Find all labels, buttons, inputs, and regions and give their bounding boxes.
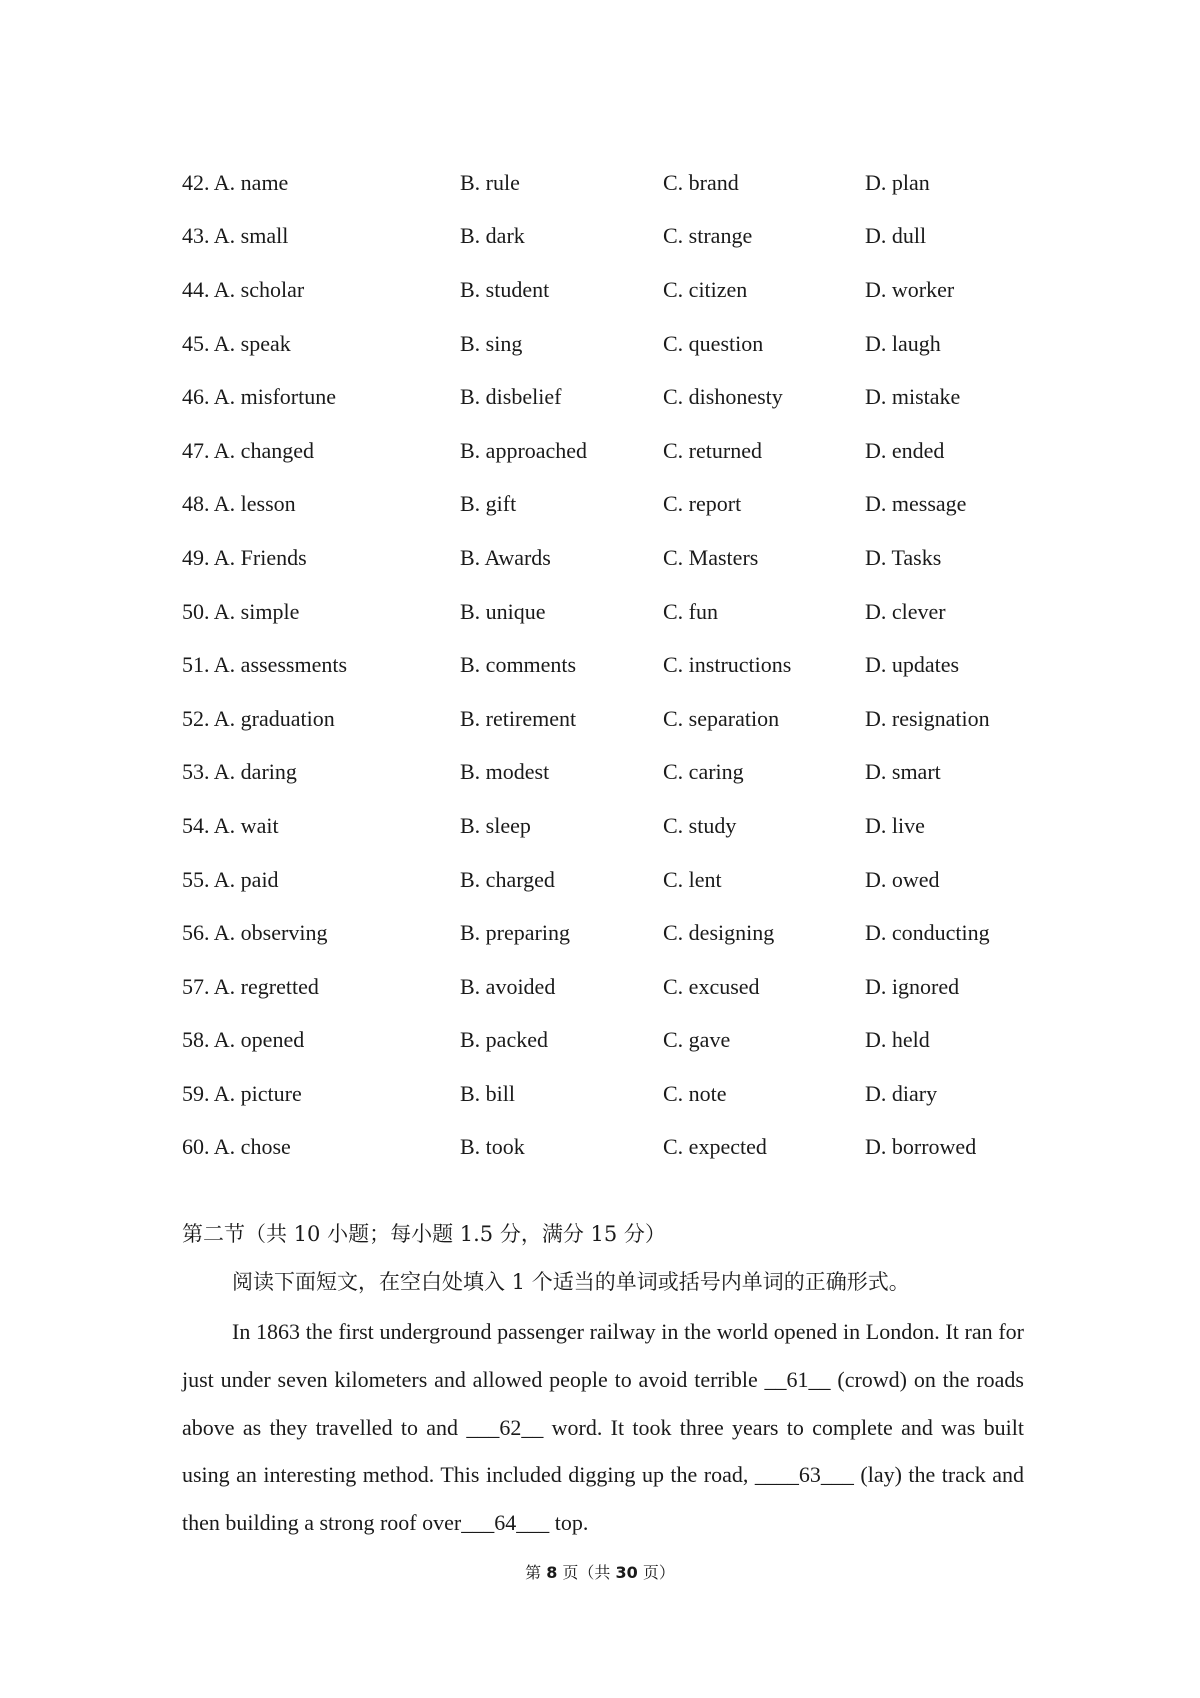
option-a-text: A. paid <box>213 866 279 892</box>
option-b: B. comments <box>460 652 577 678</box>
question-number: 53. <box>182 759 210 785</box>
option-a-text: A. simple <box>213 598 300 624</box>
option-b: B. preparing <box>460 920 570 946</box>
option-c: C. gave <box>663 1027 731 1053</box>
question-number: 49. <box>182 544 210 570</box>
option-c: C. returned <box>663 437 762 463</box>
option-c: C. lent <box>663 866 722 892</box>
option-a <box>182 973 460 999</box>
option-a <box>182 386 460 408</box>
option-a-text: A. name <box>213 169 289 195</box>
option-a <box>182 169 460 195</box>
question-row <box>182 585 1042 639</box>
question-number: 50. <box>182 598 210 624</box>
option-d: D. dull <box>865 223 927 249</box>
option-b: B. Awards <box>460 544 551 570</box>
option-c: C. strange <box>663 223 753 249</box>
option-d: D. mistake <box>865 384 961 410</box>
option-a-text: A. observing <box>213 920 328 946</box>
footer-total-pages: 30 <box>615 1563 638 1582</box>
option-a-text: A. graduation <box>213 705 335 731</box>
option-b: B. took <box>460 1134 525 1160</box>
option-b: B. approached <box>460 437 588 463</box>
question-row <box>182 692 1042 746</box>
option-b: B. rule <box>460 169 520 195</box>
option-c: C. caring <box>663 759 744 785</box>
option-a <box>182 598 460 624</box>
question-row <box>182 424 1042 478</box>
question-number: 45. <box>182 330 210 356</box>
option-b: B. student <box>460 276 550 302</box>
option-a <box>182 493 460 515</box>
question-number: 42. <box>182 169 210 195</box>
option-c: C. fun <box>663 598 718 624</box>
option-a <box>182 654 460 676</box>
footer-page-number: 8 <box>546 1563 558 1582</box>
footer-prefix: 第 <box>525 1563 547 1582</box>
option-b: B. disbelief <box>460 384 562 410</box>
question-row <box>182 960 1042 1014</box>
question-number: 44. <box>182 276 210 302</box>
question-number: 59. <box>182 1080 210 1106</box>
page-footer <box>0 1560 1200 1583</box>
question-number: 47. <box>182 437 210 463</box>
option-a-text: A. Friends <box>213 544 307 570</box>
option-b: B. bill <box>460 1080 516 1106</box>
question-number: 43. <box>182 223 210 249</box>
question-number: 57. <box>182 973 210 999</box>
option-d: D. ignored <box>865 973 960 999</box>
option-a-text: A. scholar <box>213 276 305 302</box>
question-row <box>182 370 1042 424</box>
option-c: C. report <box>663 491 742 517</box>
section-instruction: 阅读下面短文，在空白处填入 1 个适当的单词或括号内单词的正确形式。 <box>232 1270 910 1294</box>
option-d: D. clever <box>865 598 946 624</box>
option-a <box>182 1029 460 1051</box>
option-d: D. updates <box>865 652 960 678</box>
option-a-text: A. regretted <box>213 973 319 999</box>
question-row <box>182 531 1042 585</box>
option-c: C. question <box>663 330 764 356</box>
option-b: B. gift <box>460 491 517 517</box>
option-a <box>182 705 460 731</box>
option-a-text: A. chose <box>213 1134 291 1160</box>
question-list <box>182 156 1042 1174</box>
option-b: B. dark <box>460 223 525 249</box>
option-d: D. Tasks <box>865 544 942 570</box>
question-row <box>182 1014 1042 1068</box>
question-row <box>182 799 1042 853</box>
option-c: C. instructions <box>663 652 792 678</box>
option-c: C. Masters <box>663 544 759 570</box>
question-number: 56. <box>182 920 210 946</box>
option-b: B. avoided <box>460 973 556 999</box>
option-a <box>182 761 460 783</box>
question-number: 60. <box>182 1134 210 1160</box>
option-a-text: A. small <box>213 223 289 249</box>
question-number: 46. <box>182 384 210 410</box>
option-b: B. unique <box>460 598 546 624</box>
option-d: D. ended <box>865 437 945 463</box>
section-title: 第二节（共 10 小题；每小题 1.5 分，满分 15 分） <box>182 1222 666 1246</box>
footer-suffix: 页） <box>637 1563 675 1582</box>
option-a <box>182 225 460 247</box>
option-a-text: A. wait <box>213 812 279 838</box>
option-b: B. sing <box>460 330 523 356</box>
option-a-text: A. picture <box>213 1080 302 1106</box>
option-d: D. resignation <box>865 705 990 731</box>
option-c: C. note <box>663 1080 727 1106</box>
option-b: B. retirement <box>460 705 577 731</box>
option-a <box>182 544 460 570</box>
option-c: C. study <box>663 812 737 838</box>
question-row <box>182 263 1042 317</box>
option-d: D. message <box>865 491 967 517</box>
option-c: C. expected <box>663 1134 767 1160</box>
option-a <box>182 437 460 463</box>
question-row <box>182 317 1042 371</box>
question-row <box>182 746 1042 800</box>
reading-passage: In 1863 the first underground passenger railway in the world opened in London. It ran for just under seven kilometers and allowed people to avoid terrible __61__ (crowd) on the roads above as they travelled to and ___62__ word. It took three years to complete and was built using an interesting method. This included digging up the road, ____63___ (lay) the track and then building a strong roof over___64___ top. <box>182 1319 1024 1536</box>
question-row <box>182 906 1042 960</box>
option-b: B. packed <box>460 1027 548 1053</box>
question-row <box>182 210 1042 264</box>
question-number: 54. <box>182 812 210 838</box>
footer-middle: 页（共 <box>557 1563 616 1582</box>
option-d: D. plan <box>865 169 930 195</box>
option-d: D. live <box>865 812 925 838</box>
question-number: 48. <box>182 491 210 517</box>
option-d: D. conducting <box>865 920 990 946</box>
option-a-text: A. changed <box>213 437 314 463</box>
option-c: C. excused <box>663 973 760 999</box>
question-number: 58. <box>182 1027 210 1053</box>
question-row <box>182 1067 1042 1121</box>
option-c: C. brand <box>663 169 739 195</box>
option-a <box>182 866 460 892</box>
option-a-text: A. speak <box>213 330 291 356</box>
option-a <box>182 276 460 302</box>
option-c: C. separation <box>663 705 780 731</box>
option-a-text: A. misfortune <box>213 384 336 410</box>
option-a <box>182 330 460 356</box>
option-a <box>182 812 460 838</box>
option-c: C. designing <box>663 920 775 946</box>
option-b: B. modest <box>460 759 550 785</box>
option-d: D. laugh <box>865 330 941 356</box>
option-b: B. charged <box>460 866 555 892</box>
question-number: 55. <box>182 866 210 892</box>
question-number: 52. <box>182 705 210 731</box>
option-d: D. smart <box>865 759 941 785</box>
option-a <box>182 1080 460 1106</box>
option-d: D. worker <box>865 276 955 302</box>
option-d: D. borrowed <box>865 1134 977 1160</box>
option-a <box>182 922 460 944</box>
option-b: B. sleep <box>460 812 531 838</box>
option-a-text: A. assessments <box>213 652 348 678</box>
question-row <box>182 156 1042 210</box>
option-c: C. citizen <box>663 276 748 302</box>
option-c: C. dishonesty <box>663 384 783 410</box>
question-row <box>182 638 1042 692</box>
option-d: D. held <box>865 1027 930 1053</box>
option-d: D. owed <box>865 866 940 892</box>
question-row <box>182 478 1042 532</box>
option-a <box>182 1136 460 1158</box>
option-a-text: A. opened <box>213 1027 305 1053</box>
question-row <box>182 1121 1042 1175</box>
option-a-text: A. daring <box>213 759 297 785</box>
option-d: D. diary <box>865 1080 938 1106</box>
question-number: 51. <box>182 652 210 678</box>
question-row <box>182 853 1042 907</box>
option-a-text: A. lesson <box>213 491 296 517</box>
